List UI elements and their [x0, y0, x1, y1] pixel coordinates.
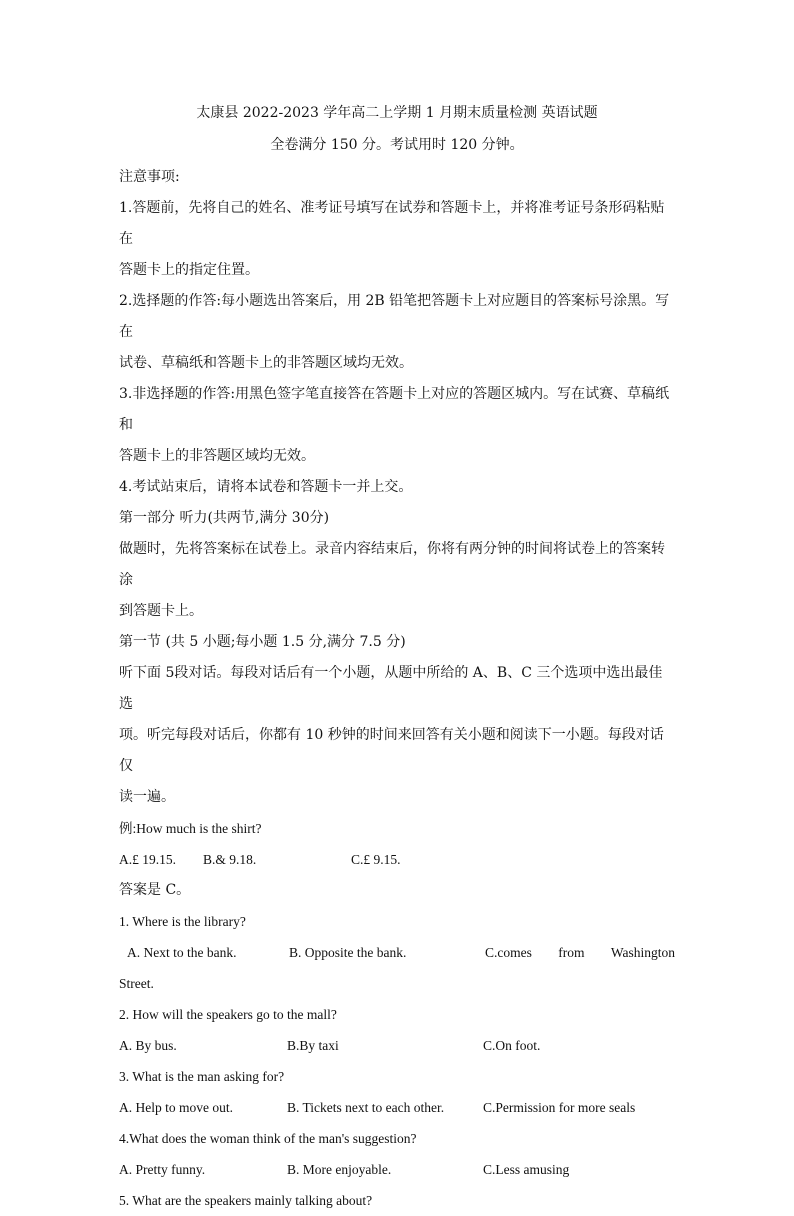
question-3: 3. What is the man asking for?: [119, 1069, 285, 1084]
note-3-line-1: 3.非选择题的作答:用黑色签字笔直接答在答题卡上对应的答题区城内。写在试赛、草稿纸和: [119, 386, 670, 433]
question-1-options: [119, 937, 675, 968]
question-1-option-b: B. Opposite the bank.: [289, 945, 407, 960]
part-1-heading: 第一部分 听力(共两节,满分 30分): [119, 510, 330, 526]
notes-heading: 注意事项:: [119, 169, 180, 185]
question-4: 4.What does the woman think of the man's suggestion?: [119, 1131, 417, 1146]
part-1-intro-line-1: 做题时，先将答案标在试卷上。录音内容结束后，你将有两分钟的时间将试卷上的答案转涂: [119, 541, 665, 588]
part-1-intro-line-2: 到答题卡上。: [119, 603, 203, 619]
section-1-intro-line-3: 读一遍。: [119, 789, 175, 805]
question-4-options: [119, 1154, 675, 1185]
note-2-line-1: 2.选择题的作答:每小题选出答案后，用 2B 铅笔把答题卡上对应题目的答案标号涂黑。写在: [119, 293, 670, 340]
exam-body: [119, 162, 675, 1216]
example-option-a: A.£ 19.15.: [119, 852, 176, 867]
exam-title: 太康县 2022-2023 学年高二上学期 1 月期末质量检测 英语试题: [196, 105, 598, 121]
question-1-option-c-word: Washington: [610, 945, 675, 960]
question-3-option-a: A. Help to move out.: [119, 1100, 233, 1115]
question-4-option-a: A. Pretty funny.: [119, 1162, 206, 1177]
question-1-option-c-continued: Street.: [119, 976, 154, 991]
section-1-intro-line-2: 项。听完每段对话后，你都有 10 秒钟的时间来回答有关小题和阅读下一小题。每段对话仅: [119, 727, 664, 774]
note-1-line-1: 1.答题前，先将自己的姓名、准考证号填写在试券和答题卡上，并将准考证号条形码粘贴在: [119, 200, 665, 247]
example-option-b: B.& 9.18.: [203, 852, 257, 867]
note-3-line-2: 答题卡上的非答题区域均无效。: [119, 448, 315, 464]
question-3-option-b: B. Tickets next to each other.: [287, 1100, 445, 1115]
exam-subtitle: 全卷满分 150 分。考试用时 120 分钟。: [270, 137, 524, 153]
question-2-option-c: C.On foot.: [483, 1038, 541, 1053]
section-1-heading: 第一节 (共 5 小题;每小题 1.5 分,满分 7.5 分): [119, 634, 406, 650]
question-2-option-b: B.By taxi: [287, 1038, 339, 1053]
question-4-option-c: C.Less amusing: [483, 1162, 570, 1177]
example-options: [119, 844, 675, 875]
question-2: 2. How will the speakers go to the mall?: [119, 1007, 337, 1022]
section-1-intro-line-1: 听下面 5段对话。每段对话后有一个小题，从题中所给的 A、B、C 三个选项中选出最佳选: [119, 665, 663, 712]
question-2-option-a: A. By bus.: [119, 1038, 177, 1053]
note-4: 4.考试站束后，请将本试卷和答题卡一并上交。: [119, 479, 413, 495]
question-4-option-b: B. More enjoyable.: [287, 1162, 392, 1177]
note-2-line-2: 试卷、草稿纸和答题卡上的非答题区域均无效。: [119, 355, 413, 371]
example-option-c: C.£ 9.15.: [351, 852, 401, 867]
question-1-option-c-word: C.comes: [485, 945, 532, 960]
question-3-option-c: C.Permission for more seals: [483, 1100, 636, 1115]
question-1-option-c-word: from: [558, 945, 585, 960]
example-answer: 答案是 C。: [119, 882, 191, 898]
question-2-options: [119, 1030, 675, 1061]
question-1-option-c: [485, 937, 675, 968]
question-5: 5. What are the speakers mainly talking about?: [119, 1193, 373, 1208]
note-1-line-2: 答题卡上的指定住置。: [119, 262, 259, 278]
question-1: 1. Where is the library?: [119, 914, 246, 929]
example-question: 例:How much is the shirt?: [119, 821, 262, 836]
question-3-options: [119, 1092, 675, 1123]
question-1-option-a: A. Next to the bank.: [127, 945, 237, 960]
